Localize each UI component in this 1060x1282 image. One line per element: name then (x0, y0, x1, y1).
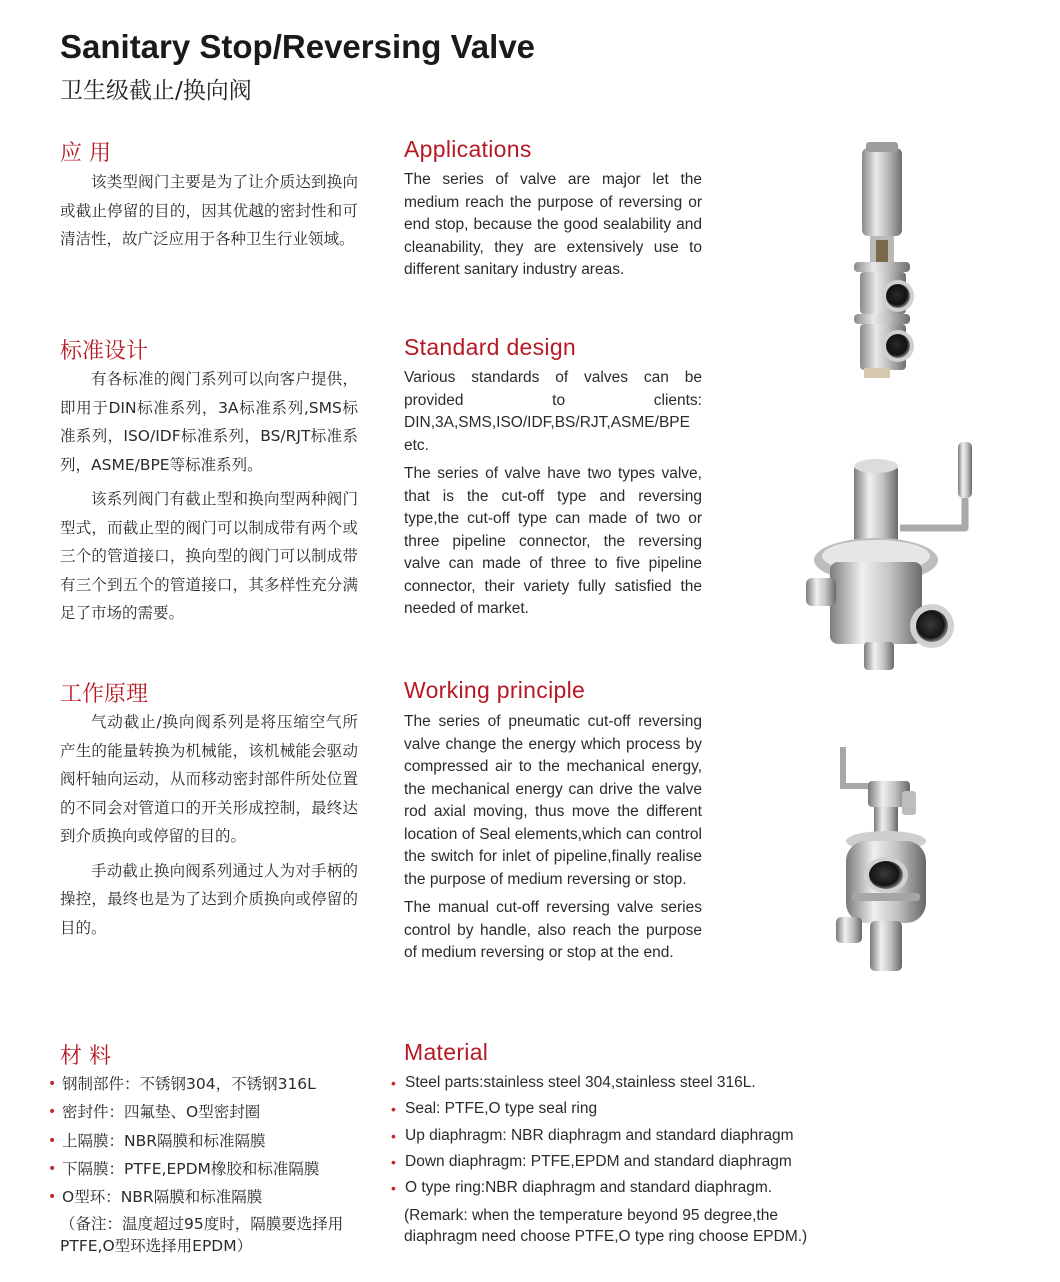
standard-paragraph-cn-1: 有各标准的阀门系列可以向客户提供，即用于DIN标准系列，3A标准系列,SMS标准系列，ISO/IDF标准系列，BS/RJT标准系列，ASME/BPE等标准系列。 (60, 370, 358, 474)
standard-heading-en: Standard design (404, 334, 577, 360)
working-paragraph-en-1: The series of pneumatic cut-off reversing valve change the energy which process by compressed air to the mechanical energy, the mechanical energy can drive the valve rod axial moving, thus move the different location of Seal elements,which can control the switch for inlet of pipeline,finally realise the purpose of medium reversing or stop. (404, 713, 702, 888)
material-item-cn-text: 上隔膜：NBR隔膜和标准隔膜 (62, 1131, 266, 1150)
pneumatic-valve-image (840, 140, 930, 380)
bullet-icon: • (48, 1076, 57, 1092)
bullet-icon: • (48, 1189, 57, 1206)
bullet-icon: • (391, 1075, 396, 1091)
standard-paragraph-en-2: The series of valve have two types valve, that is the cut-off type and reversing type,the cut-off type can made of two or three pipeline connector, the reversing valve can made of three to five pipeline connector, their variety fully satisfied the needed of market. (404, 465, 702, 617)
applications-paragraph-en: The series of valve are major let the medium reach the purpose of reversing or end stop, because the good sealability and cleanability, they are extensively use to different sanitary industry areas. (404, 171, 702, 278)
material-item-en-text: O type ring:NBR diaphragm and standard diaphragm. (405, 1179, 773, 1197)
working-paragraph-en-2: The manual cut-off reversing valve series control by handle, also reach the purpose of medium reversing or stop at the end. (404, 899, 702, 961)
manual-cutoff-valve-image (830, 745, 930, 975)
material-item-en (391, 1096, 794, 1122)
standard-text-en (404, 367, 702, 621)
material-item-cn (48, 1183, 319, 1211)
bullet-icon: • (391, 1101, 396, 1118)
material-remark-cn: （备注：温度超过95度时，隔膜要选择用PTFE,O型环选择用EPDM） (60, 1215, 344, 1255)
working-text-cn (60, 708, 358, 942)
bullet-icon: • (391, 1127, 396, 1144)
material-item-en (391, 1070, 794, 1096)
bullet-icon: • (391, 1180, 396, 1197)
material-item-en-text: Steel parts:stainless steel 304,stainless steel 316L. (405, 1074, 756, 1091)
applications-heading-en: Applications (404, 136, 532, 162)
manual-reversing-valve-image (800, 436, 990, 676)
material-list-en (391, 1070, 794, 1201)
material-item-cn-text: O型环：NBR隔膜和标准隔膜 (62, 1188, 263, 1207)
material-heading-cn: 材 料 (60, 1044, 111, 1069)
page-title: Sanitary Stop/Reversing Valve (60, 28, 536, 65)
standard-paragraph-en-1: Various standards of valves can be provided to clients: DIN,3A,SMS,ISO/IDF,BS/RJT,ASME/BPE etc. (404, 369, 702, 454)
applications-text-cn (60, 168, 358, 254)
material-item-en (391, 1149, 794, 1175)
material-item-cn (48, 1127, 319, 1155)
material-item-en (391, 1175, 794, 1201)
working-text-en (404, 711, 702, 965)
page-subtitle-cn: 卫生级截止/换向阀 (60, 78, 252, 104)
bullet-icon: • (391, 1153, 396, 1170)
material-item-cn-text: 密封件：四氟垫、O型密封圈 (62, 1103, 261, 1122)
applications-paragraph-cn: 该类型阀门主要是为了让介质达到换向或截止停留的目的，因其优越的密封性和可清洁性，故广泛应用于各种卫生行业领域。 (60, 173, 358, 248)
applications-text-en (404, 169, 702, 282)
material-remark-en: (Remark: when the temperature beyond 95 degree,the diaphragm need choose PTFE,O type ring choose EPDM.) (404, 1207, 808, 1245)
bullet-icon: • (48, 1104, 57, 1121)
material-item-en-text: Up diaphragm: NBR diaphragm and standard diaphragm (405, 1126, 794, 1144)
standard-paragraph-cn-2: 该系列阀门有截止型和换向型两种阀门型式，而截止型的阀门可以制成带有两个或三个的管道接口，换向型的阀门可以制成带有三个到五个的管道接口，其多样性充分满足了市场的需要。 (60, 490, 358, 622)
material-item-cn (48, 1155, 319, 1183)
bullet-icon: • (48, 1132, 57, 1149)
material-item-en (391, 1123, 794, 1149)
material-item-cn-text: 下隔膜：PTFE,EPDM橡胶和标准隔膜 (62, 1159, 320, 1178)
working-paragraph-cn-1: 气动截止/换向阀系列是将压缩空气所产生的能量转换为机械能，该机械能会驱动阀杆轴向运动，从而移动密封部件所处位置的不同会对管道口的开关形成控制，最终达到介质换向或停留的目的。 (60, 713, 358, 845)
bullet-icon: • (48, 1160, 57, 1177)
material-item-en-text: Seal: PTFE,O type seal ring (405, 1100, 598, 1118)
material-item-cn (48, 1070, 319, 1098)
standard-heading-cn: 标准设计 (60, 339, 149, 364)
material-item-cn-text: 钢制部件：不锈钢304，不锈钢316L (62, 1075, 316, 1093)
material-heading-en: Material (404, 1039, 489, 1065)
material-item-en-text: Down diaphragm: PTFE,EPDM and standard diaphragm (405, 1152, 792, 1170)
working-paragraph-cn-2: 手动截止换向阀系列通过人为对手柄的操控，最终也是为了达到介质换向或停留的目的。 (60, 861, 358, 937)
working-heading-cn: 工作原理 (60, 682, 149, 707)
applications-heading-cn: 应 用 (60, 141, 111, 166)
material-item-cn (48, 1098, 319, 1126)
material-list-cn (48, 1070, 319, 1211)
working-heading-en: Working principle (404, 677, 586, 703)
standard-text-cn (60, 365, 358, 628)
